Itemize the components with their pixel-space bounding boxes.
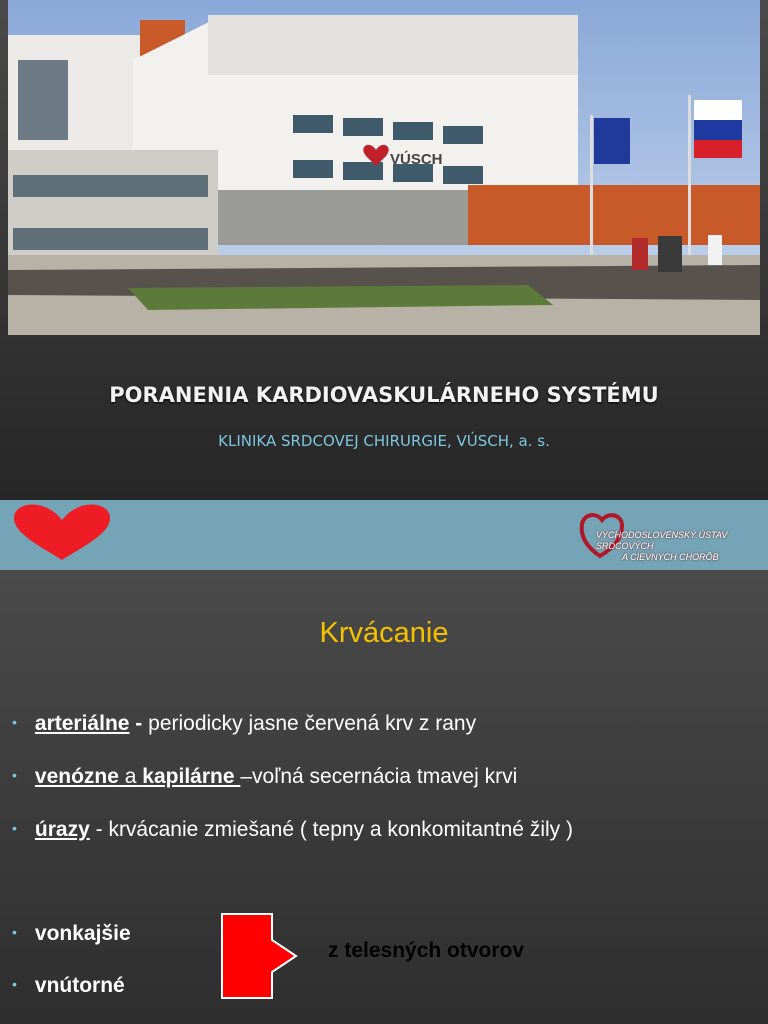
slide-heading: Krvácanie (319, 617, 449, 649)
logo-line-2: A CIEVNYCH CHORÔB (622, 552, 719, 562)
bullet-icon: • (12, 976, 17, 992)
term-arterialne: arteriálne (34, 712, 130, 735)
heart-icon (12, 502, 112, 567)
term-vnutorne: vnútorné (34, 974, 125, 997)
logo-line-1: VÝCHODOSLOVENSKÝ ÚSTAV SRDCOVÝCH (596, 530, 728, 551)
list-item-vnutorne (12, 974, 125, 998)
item-text: –voľná secernácia tmavej krvi (240, 765, 518, 788)
arrow-icon (220, 912, 300, 1007)
bullet-icon: • (12, 820, 17, 836)
arrow-text: z telesných otvorov (328, 939, 525, 962)
separator: - (129, 712, 149, 735)
item-text: periodicky jasne červená krv z rany (148, 712, 477, 735)
connector-a: a (118, 765, 143, 788)
list-item-venozne (12, 765, 517, 789)
slide-title: PORANENIA KARDIOVASKULÁRNEHO SYSTÉMU (109, 383, 659, 407)
bullet-icon: • (12, 714, 17, 730)
list-item-arterialne (12, 712, 476, 736)
slide-subtitle: KLINIKA SRDCOVEJ CHIRURGIE, VÚSCH, a. s. (218, 432, 550, 450)
hospital-photo (8, 0, 760, 335)
bullet-icon: • (12, 924, 17, 940)
term-urazy: úrazy (34, 818, 90, 841)
list-item-vonkajsie (12, 922, 131, 946)
list-item-urazy (12, 818, 573, 842)
bullet-icon: • (12, 767, 17, 783)
term-venozne: venózne (34, 765, 119, 788)
building-sign: VÚSCH (390, 151, 443, 168)
separator: - (89, 818, 109, 841)
term-kapilarne: kapilárne (142, 765, 241, 788)
item-text: krvácanie zmiešané ( tepny a konkomitantné žily ) (108, 818, 573, 841)
term-vonkajsie: vonkajšie (34, 922, 131, 945)
logo-text (596, 530, 766, 563)
